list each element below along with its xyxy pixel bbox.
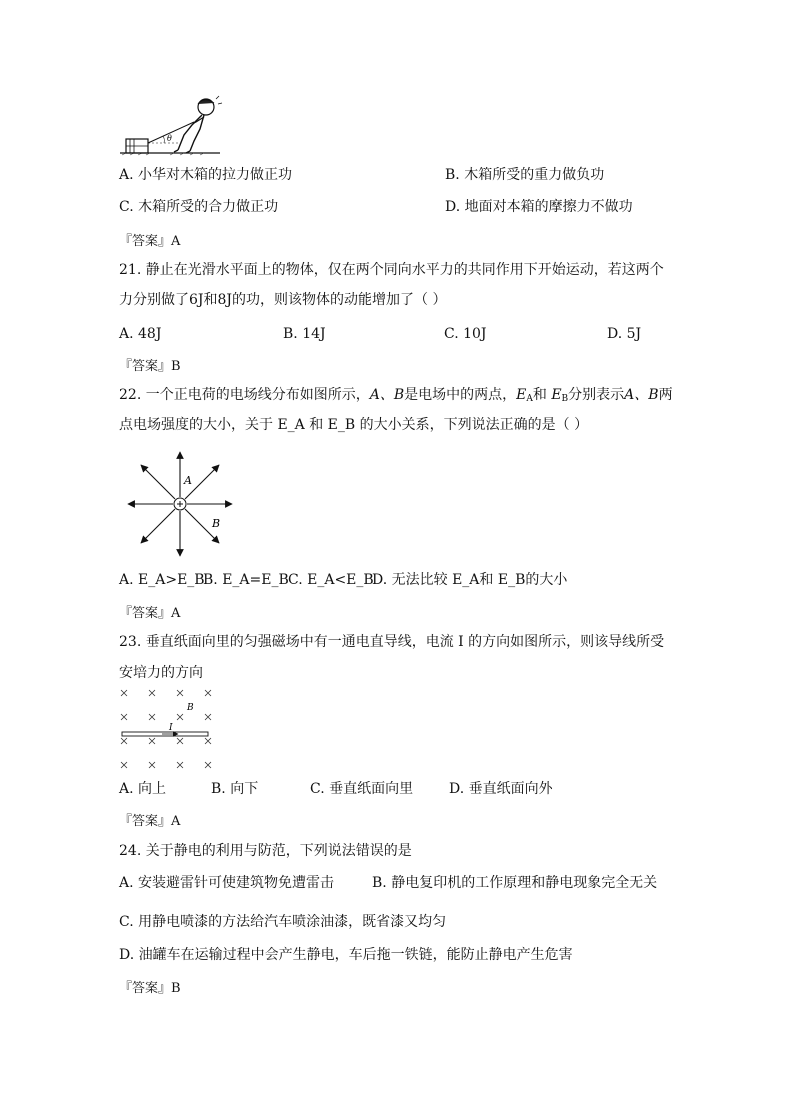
q23-stem-line2: 安培力的方向 <box>119 665 203 681</box>
q20-option-c: C. 木箱所受的合力做正功 <box>119 199 279 215</box>
point-b-label: B <box>212 517 221 530</box>
q21-option-b: B. 14J <box>283 326 326 342</box>
q22-option-c: C. E_A<E_B <box>288 572 374 588</box>
q20-answer: 『答案』A <box>119 234 181 249</box>
q23-option-c: C. 垂直纸面向里 <box>310 781 414 797</box>
electric-field-lines-figure <box>125 450 235 560</box>
field-b-label: B <box>187 703 194 713</box>
q21-option-d: D. 5J <box>607 326 642 342</box>
q22-stem-line1: 22. 一个正电荷的电场线分布如图所示，A、B是电场中的两点，$E_A$和 $E_B$分别表示A、B两 <box>119 387 673 404</box>
angle-theta-label: θ <box>167 134 172 143</box>
point-a-label: A <box>184 474 192 487</box>
q23-option-b: B. 向下 <box>211 781 259 797</box>
q22-option-d: D. 无法比较 E_A和 E_B的大小 <box>372 572 568 588</box>
q24-option-d: D. 油罐车在运输过程中会产生静电，车后拖一铁链，能防止静电产生危害 <box>119 947 573 963</box>
q23-option-a: A. 向上 <box>119 781 167 797</box>
q22-option-b: B. E_A=E_B <box>203 572 289 588</box>
q20-option-b: B. 木箱所受的重力做负功 <box>445 167 605 183</box>
current-i-label: I <box>169 723 173 733</box>
person-pulling-box-figure <box>120 95 230 155</box>
q20-option-a: A. 小华对木箱的拉力做正功 <box>119 167 293 183</box>
q21-answer: 『答案』B <box>119 359 181 374</box>
q22-answer: 『答案』A <box>119 606 181 621</box>
magnetic-field-wire-figure <box>118 686 218 771</box>
q23-stem-line1: 23. 垂直纸面向里的匀强磁场中有一通电直导线，电流 I 的方向如图所示，则该导线所受 <box>119 634 665 650</box>
q21-option-c: C. 10J <box>444 326 487 342</box>
q23-option-d: D. 垂直纸面向外 <box>449 781 553 797</box>
q20-option-d: D. 地面对本箱的摩擦力不做功 <box>445 199 633 215</box>
q22-option-a: A. E_A>E_B <box>119 572 205 588</box>
q21-stem-line1: 21. 静止在光滑水平面上的物体，仅在两个同向水平力的共同作用下开始运动，若这两个 <box>119 262 664 278</box>
q24-stem: 24. 关于静电的利用与防范，下列说法错误的是 <box>119 843 412 859</box>
q21-stem-line2: 力分别做了6J和8J的功，则该物体的动能增加了（ ） <box>119 292 447 308</box>
q22-stem-line2: 点电场强度的大小，关于 E_A 和 E_B 的大小关系，下列说法正确的是（ ） <box>119 417 589 433</box>
q21-option-a: A. 48J <box>119 326 162 342</box>
q24-answer: 『答案』B <box>119 981 181 996</box>
q24-option-b: B. 静电复印机的工作原理和静电现象完全无关 <box>372 875 658 891</box>
q24-option-a: A. 安装避雷针可使建筑物免遭雷击 <box>119 875 335 891</box>
q24-option-c: C. 用静电喷漆的方法给汽车喷涂油漆，既省漆又均匀 <box>119 914 447 930</box>
q23-answer: 『答案』A <box>119 814 181 829</box>
